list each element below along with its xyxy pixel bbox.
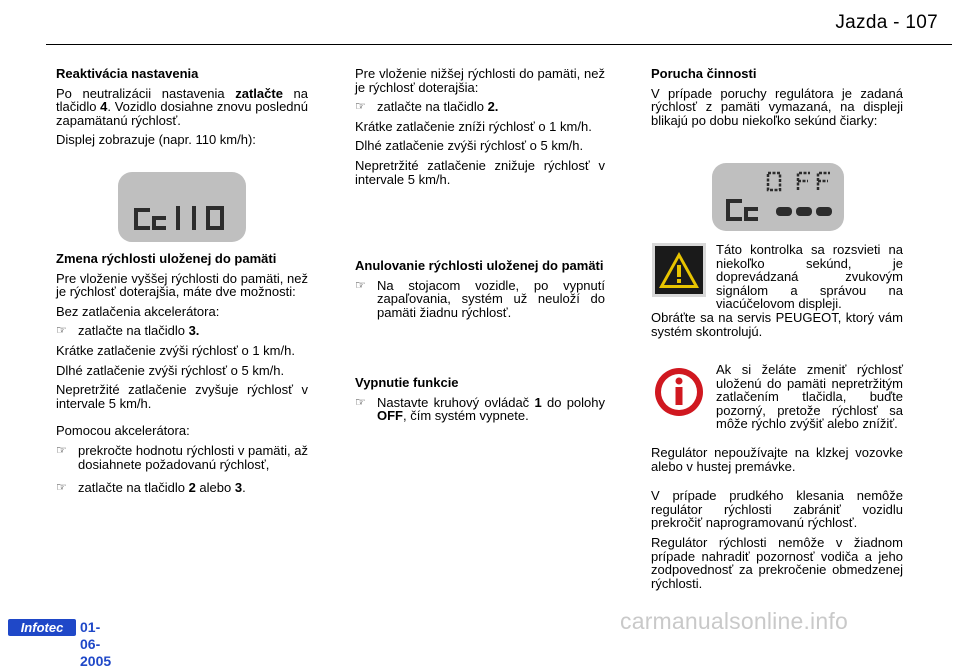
paragraph-continuous-press-lower: Nepretržité zatlačenie znižuje rýchlosť v intervale 5 km/h. — [355, 157, 605, 187]
info-icon — [652, 365, 706, 419]
paragraph-long-press-lower: Dlhé zatlačenie zvýši rýchlosť o 5 km/h. — [355, 138, 584, 154]
list-item: ☞ prekročte hodnotu rýchlosti v pamäti, až dosiahnete požadovanú rýchlosť, — [56, 442, 308, 472]
right-column-lower — [651, 446, 903, 596]
heading-reactivation: Reaktivácia nastavenia — [56, 66, 199, 81]
paragraph-info: Ak si želáte zmeniť rýchlosť uloženú do pamäti nepretržitým zatlačením tlačidla, buďte pozorný, pretože rýchlosť sa môže rýchlo zvýšiť alebo znížiť. — [716, 362, 903, 432]
lcd-off-dashes — [712, 163, 844, 231]
pointing-hand-icon: ☞ — [355, 277, 366, 292]
paragraph-long-press: Dlhé zatlačenie zvýši rýchlosť o 5 km/h. — [56, 362, 285, 378]
paragraph-contact-service: Obráťte sa na servis PEUGEOT, ktorý vám systém skontrolujú. — [651, 310, 903, 339]
list-item: ☞ zatlačte na tlačidlo 2 alebo 3. — [56, 480, 246, 496]
paragraph-higher-speed: Pre vloženie vyššej rýchlosti do pamäti, než je rýchlosť doterajšia, máte dve možnosti: — [56, 270, 308, 300]
paragraph-driver-attention: Regulátor rýchlosti nemôže v žiadnom prípade nahradiť pozornosť vodiča a jeho zodpovednosť za prekročenie obmedzenej rýchlosti. — [651, 534, 903, 591]
info-text-block — [716, 363, 903, 437]
header-separator: - — [893, 12, 900, 33]
lcd-segment-digits — [118, 172, 246, 242]
section-title: Jazda — [835, 12, 888, 33]
paragraph-malfunction: V prípade poruchy regulátora je zadaná rýchlosť z pamäti vymazaná, na displeji blikajú po dobu niekoľko sekúnd čiarky: — [651, 85, 903, 128]
paragraph-no-accelerator: Bez zatlačenia akcelerátora: — [56, 303, 220, 319]
heading-malfunction: Porucha činnosti — [651, 66, 757, 81]
paragraph-display-example: Displej zobrazuje (napr. 110 km/h): — [56, 132, 256, 148]
info-box — [652, 365, 706, 419]
paragraph-short-press-lower: Krátke zatlačenie zníži rýchlosť o 1 km/h. — [355, 118, 592, 134]
right-column — [651, 67, 903, 133]
service-text-block — [651, 311, 903, 344]
paragraph-slippery-road: Regulátor nepoužívajte na klzkej vozovke alebo v hustej premávke. — [651, 445, 903, 474]
paragraph-short-press: Krátke zatlačenie zvýši rýchlosť o 1 km/h. — [56, 342, 295, 358]
paragraph-lower-speed: Pre vloženie nižšej rýchlosti do pamäti, než je rýchlosť doterajšia: — [355, 66, 605, 95]
list-item: ☞ Nastavte kruhový ovládač 1 do polohy OFF, čím systém vypnete. — [355, 394, 605, 424]
paragraph-with-accelerator: Pomocou akcelerátora: — [56, 423, 190, 439]
pointing-hand-icon: ☞ — [355, 394, 366, 409]
speed-display-image — [118, 172, 246, 242]
pointing-hand-icon: ☞ — [56, 442, 67, 457]
middle-column-off — [355, 376, 605, 429]
page-number: 107 — [905, 12, 938, 33]
heading-switch-off: Vypnutie funkcie — [355, 375, 459, 390]
paragraph-continuous-press: Nepretržité zatlačenie zvyšuje rýchlosť v intervale 5 km/h. — [56, 382, 308, 411]
watermark: carmanualsonline.info — [620, 608, 848, 634]
warning-light-box — [652, 243, 706, 297]
paragraph-reactivation: Po neutralizácii nastavenia zatlačte na tlačidlo 4. Vozidlo dosiahne znovu poslednú zapamätanú rýchlosť. — [56, 85, 308, 128]
paragraph-steep-descent: V prípade prudkého klesania nemôže regulátor rýchlosti zabrániť vozidlu prekročiť naprogramovanú rýchlosť. — [651, 488, 903, 531]
fault-display-image — [712, 163, 844, 231]
heading-change-speed: Zmena rýchlosti uloženej do pamäti — [56, 251, 277, 266]
warning-text-block — [716, 243, 903, 317]
paragraph-warning-light: Táto kontrolka sa rozsvieti na niekoľko sekúnd, je doprevádzaná zvukovým signálom a správou na viacúčelovom displeji. — [716, 242, 903, 312]
left-column-lower — [56, 252, 308, 501]
middle-column — [355, 67, 605, 192]
page-header — [835, 12, 938, 34]
list-item: ☞ zatlačte na tlačidlo 2. — [355, 99, 499, 115]
warning-triangle-icon — [652, 243, 706, 297]
footer-date: 01-06-2005 — [80, 619, 112, 669]
pointing-hand-icon: ☞ — [56, 480, 67, 495]
list-item: ☞ Na stojacom vozidle, po vypnutí zapaľovania, systém už neuloží do pamäti žiadnu rýchlosť. — [355, 277, 605, 320]
infotec-logo: Infotec — [8, 619, 76, 636]
header-rule — [46, 44, 952, 45]
pointing-hand-icon: ☞ — [56, 323, 67, 338]
list-item: ☞ zatlačte na tlačidlo 3. — [56, 323, 200, 339]
heading-cancel-speed: Anulovanie rýchlosti uloženej do pamäti — [355, 258, 604, 273]
middle-column-cancel — [355, 259, 605, 325]
left-column — [56, 67, 308, 153]
pointing-hand-icon: ☞ — [355, 99, 366, 114]
